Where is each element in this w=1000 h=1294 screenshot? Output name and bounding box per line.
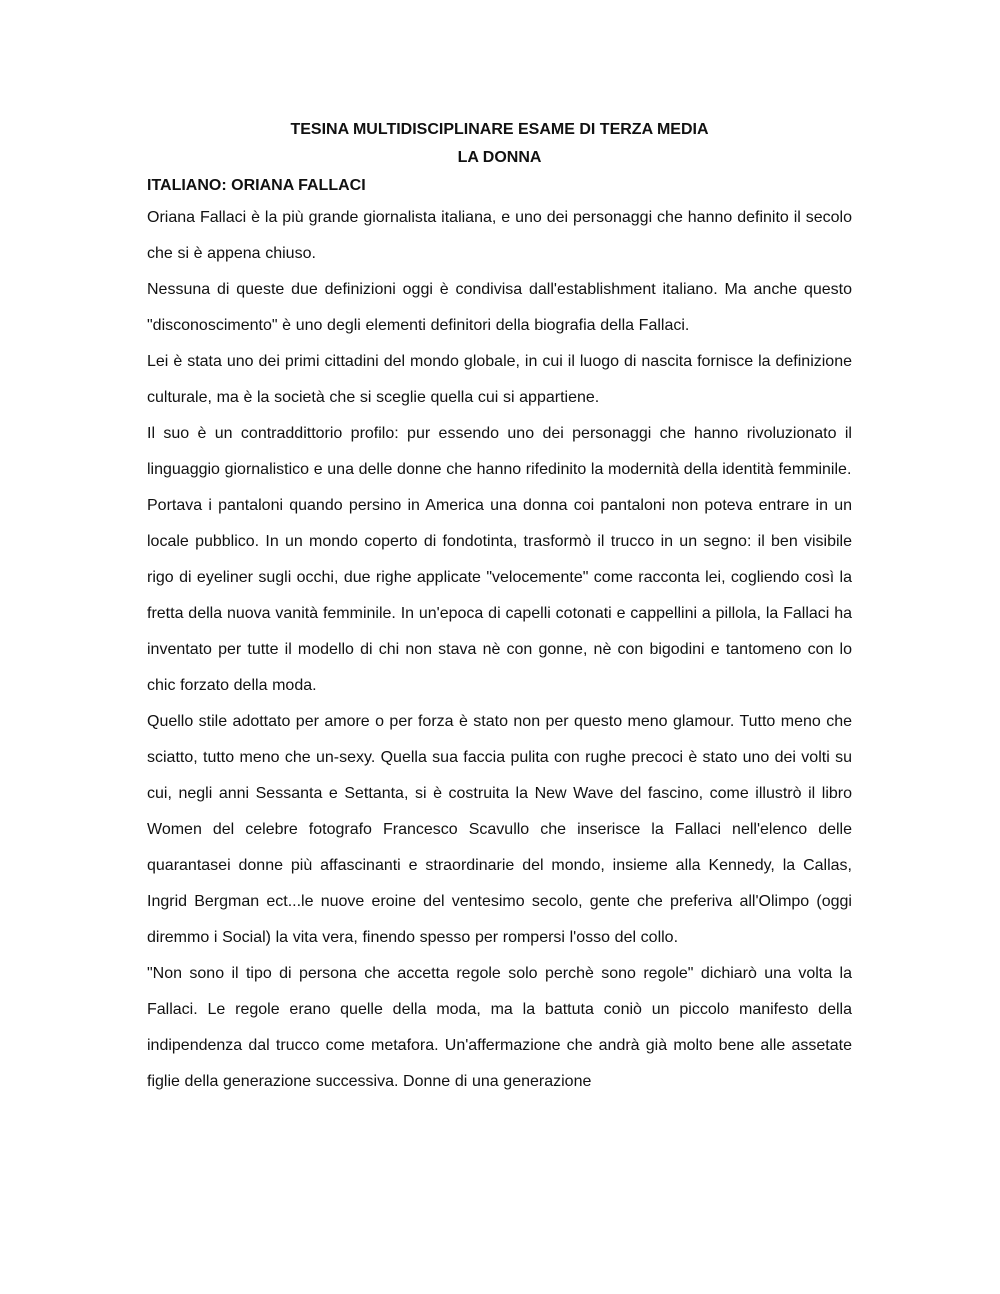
document-title-line-2: LA DONNA (457, 149, 542, 166)
paragraph-5: Portava i pantaloni quando persino in America una donna coi pantaloni non poteva entrare in un locale pubblico. In un mondo coperto di fondotinta, trasformò il trucco in un segno: il ben visibile rigo di eyeliner sugli occhi, due righe applicate "velocemente" come racconta lei, cogliendo così la fretta della nuova vanità femminile. In un'epoca di capelli cotonati e cappellini a pillola, la Fallaci ha inventato per tutte il modello di chi non stava nè con gonne, nè con bigodini e tantomeno con lo chic forzato della moda. (147, 497, 852, 694)
document-title-line-1: TESINA MULTIDISCIPLINARE ESAME DI TERZA MEDIA (290, 121, 709, 138)
paragraph-7: "Non sono il tipo di persona che accetta regole solo perchè sono regole" dichiarò una volta la Fallaci. Le regole erano quelle della moda, ma la battuta coniò un piccolo manifesto della indipendenza dal trucco come metafora. Un'affermazione che andrà già molto bene alle assetate figlie della generazione successiva. Donne di una generazione (147, 965, 852, 1090)
document-body (147, 116, 852, 1100)
paragraph-6: Quello stile adottato per amore o per forza è stato non per questo meno glamour. Tutto meno che sciatto, tutto meno che un-sexy. Quella sua faccia pulita con rughe precoci è stato uno dei volti su cui, negli anni Sessanta e Settanta, si è costruita la New Wave del fascino, come illustrò il libro Women del celebre fotografo Francesco Scavullo che inserisce la Fallaci nell'elenco delle quarantasei donne più affascinanti e straordinarie del mondo, insieme alla Kennedy, la Callas, Ingrid Bergman ect...le nuove eroine del ventesimo secolo, gente che preferiva all'Olimpo (oggi diremmo i Social) la vita vera, finendo spesso per rompersi l'osso del collo. (147, 713, 852, 946)
paragraph-4: Il suo è un contraddittorio profilo: pur essendo uno dei personaggi che hanno rivoluzionato il linguaggio giornalistico e una delle donne che hanno rifedinito la modernità della identità femminile. (147, 425, 852, 478)
section-heading: ITALIANO: ORIANA FALLACI (147, 177, 366, 194)
paragraph-2: Nessuna di queste due definizioni oggi è condivisa dall'establishment italiano. Ma anche questo "disconoscimento" è uno degli elementi definitori della biografia della Fallaci. (147, 281, 852, 334)
paragraph-1: Oriana Fallaci è la più grande giornalista italiana, e uno dei personaggi che hanno definito il secolo che si è appena chiuso. (147, 209, 852, 262)
paragraph-3: Lei è stata uno dei primi cittadini del mondo globale, in cui il luogo di nascita fornisce la definizione culturale, ma è la società che si sceglie quella cui si appartiene. (147, 353, 852, 406)
